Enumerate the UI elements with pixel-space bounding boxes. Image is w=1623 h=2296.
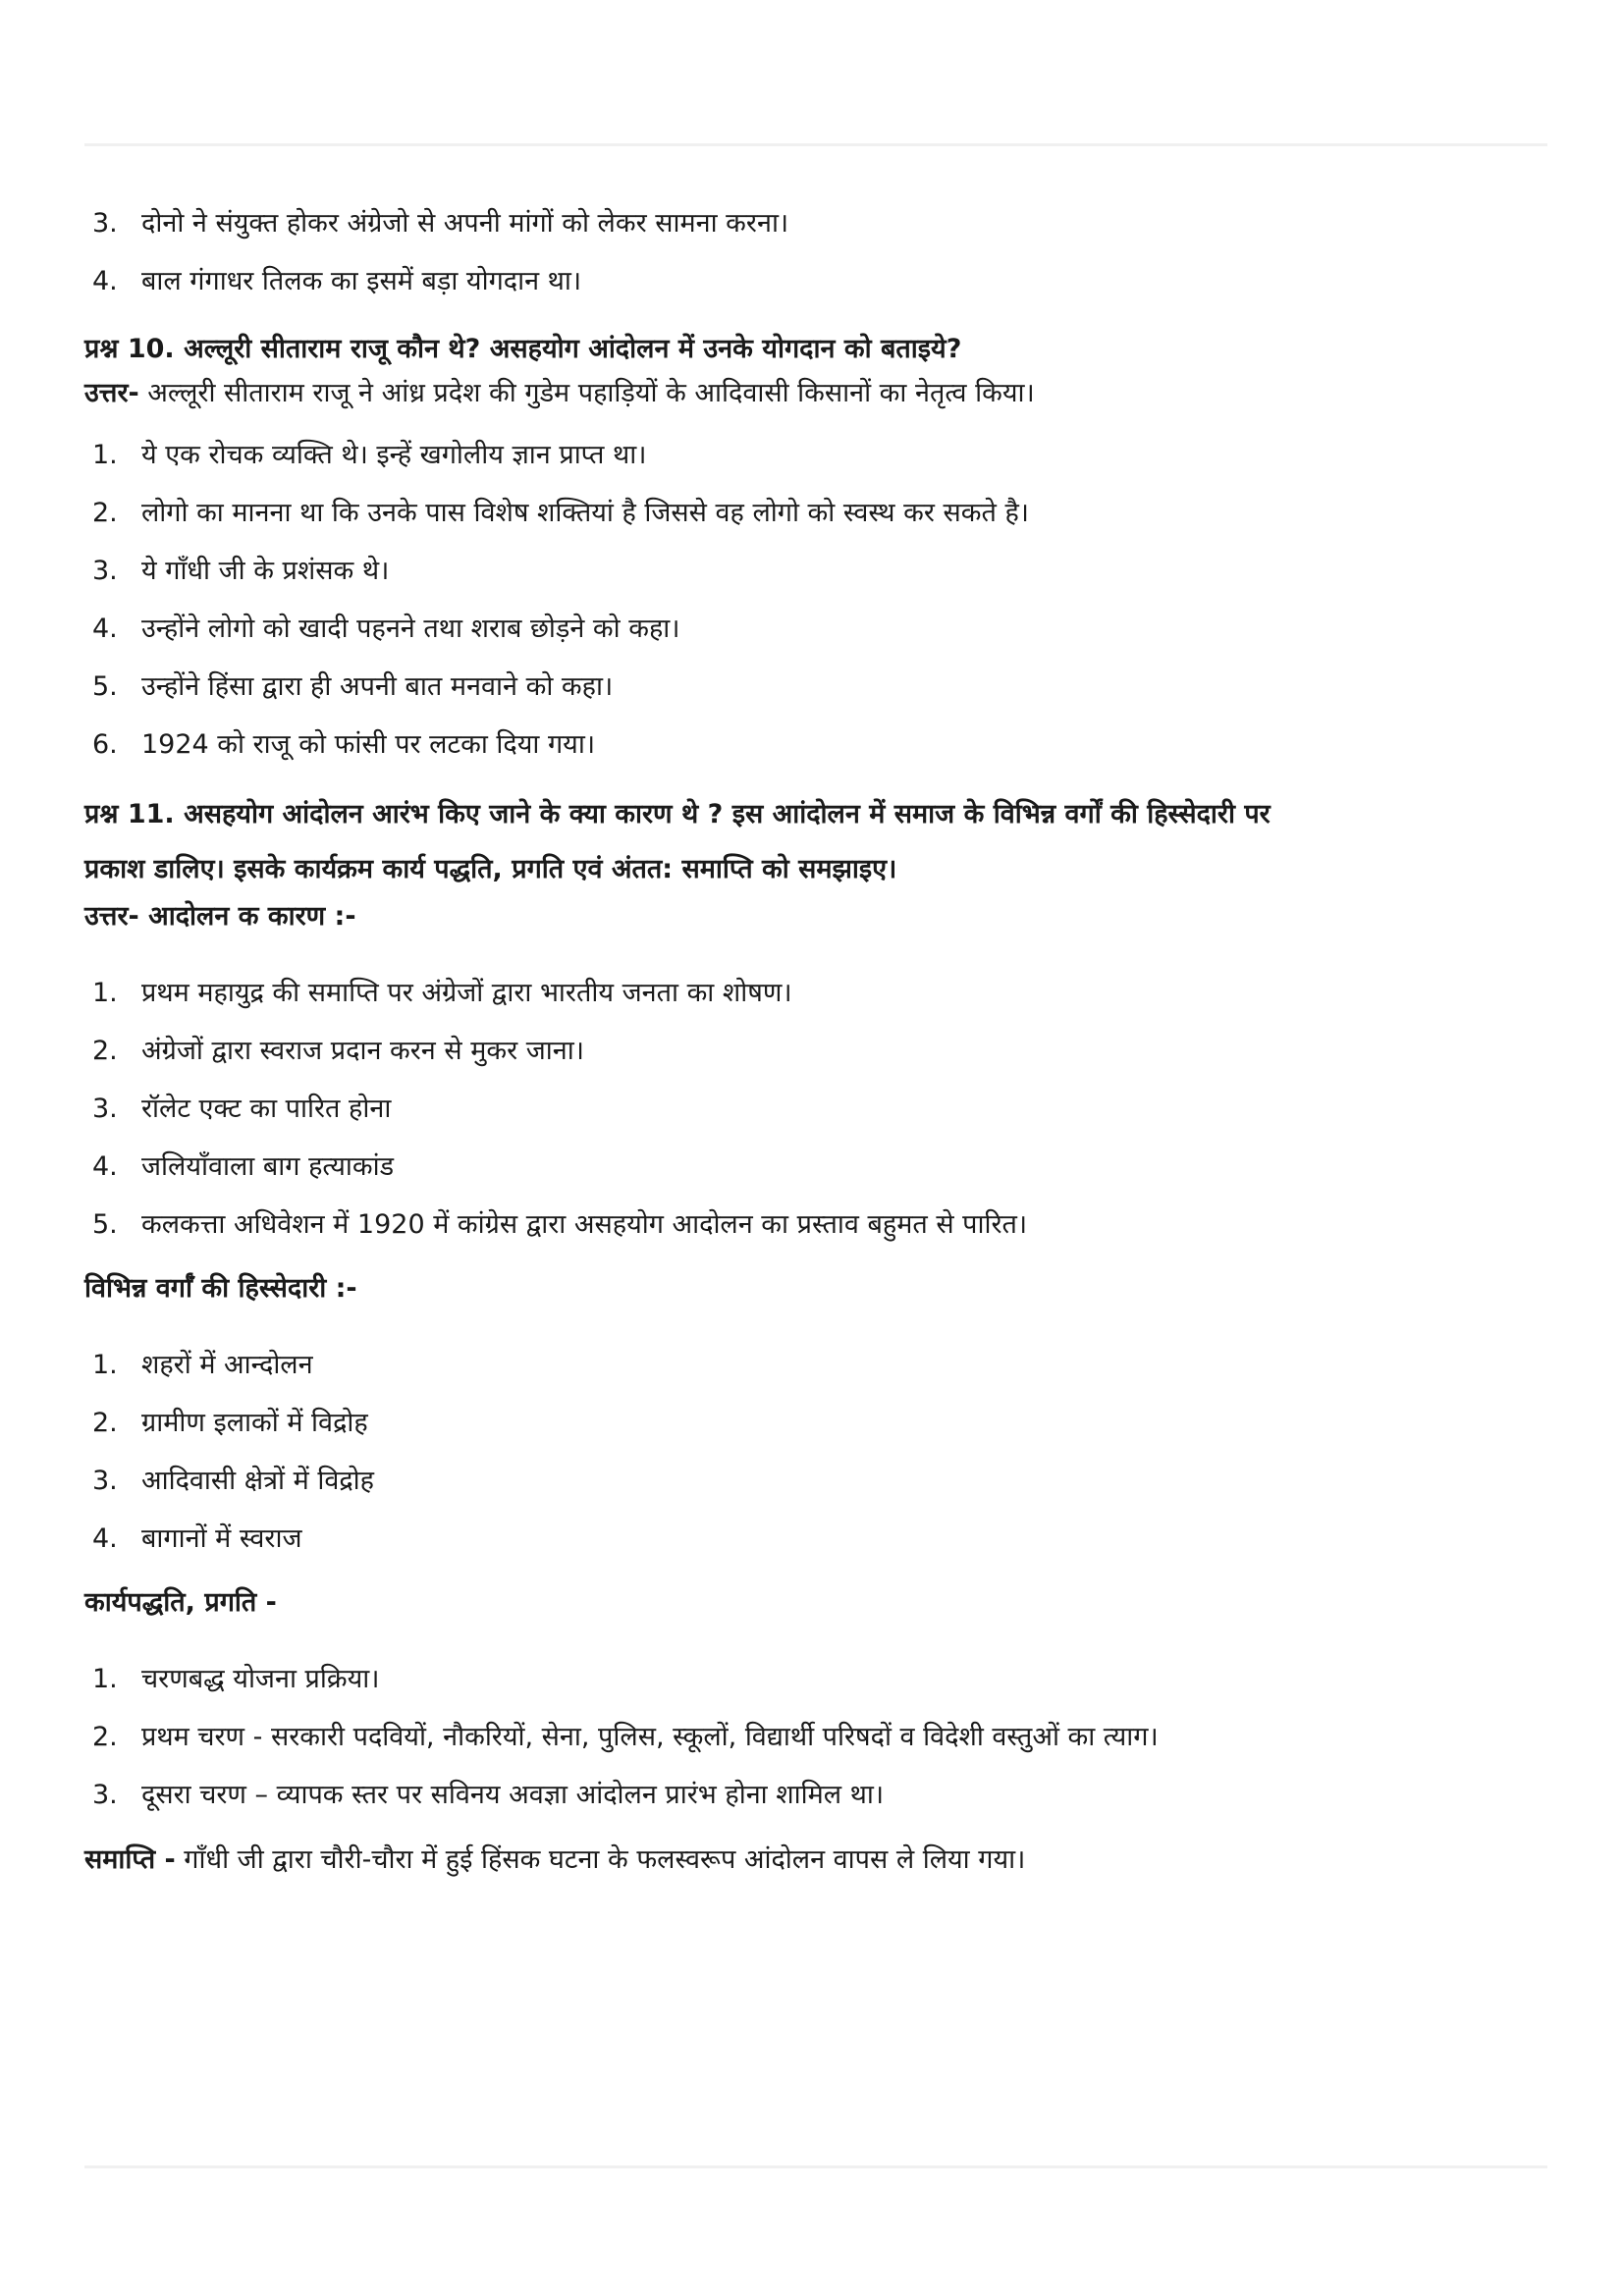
- list-item: [84, 1466, 1547, 1497]
- list-text: 1924 को राजू को फांसी पर लटका दिया गया।: [141, 729, 596, 760]
- list-number: 3.: [92, 1780, 118, 1810]
- list-number: 6.: [92, 729, 118, 760]
- answer-10: [84, 371, 1547, 416]
- list-number: 4.: [92, 614, 118, 644]
- list-item: [84, 498, 1547, 529]
- top-divider: [84, 143, 1547, 146]
- list-item: [84, 556, 1547, 587]
- list-number: 2.: [92, 498, 118, 528]
- list-text: जलियाँवाला बाग हत्याकांड: [141, 1151, 395, 1182]
- list-item: [84, 1780, 1547, 1811]
- list-item: [84, 1408, 1547, 1439]
- list-text: दूसरा चरण – व्यापक स्तर पर सविनय अवज्ञा आंदोलन प्रारंभ होना शामिल था।: [141, 1780, 885, 1810]
- conclusion-label: समाप्ति -: [84, 1844, 176, 1875]
- answer-11-heading: उत्तर- आदोलन क कारण :-: [84, 901, 356, 932]
- list-text: ये एक रोचक व्यक्ति थे। इन्हें खगोलीय ज्ञान प्राप्त था।: [141, 440, 647, 470]
- q11-causes: [84, 978, 1547, 1241]
- list-text: शहरों में आन्दोलन: [141, 1350, 313, 1380]
- list-item: [84, 1151, 1547, 1183]
- list-text: उन्होंने हिंसा द्वारा ही अपनी बात मनवाने को कहा।: [141, 671, 614, 702]
- list-item: [84, 1209, 1547, 1241]
- list-item: [84, 1664, 1547, 1695]
- conclusion-text: गाँधी जी द्वारा चौरी-चौरा में हुई हिंसक घटना के फलस्वरूप आंदोलन वापस ले लिया गया।: [175, 1844, 1026, 1875]
- list-item: [84, 729, 1547, 761]
- list-number: 1.: [92, 978, 118, 1008]
- list-number: 1.: [92, 1664, 118, 1694]
- question-10: प्रश्न 10. अल्लूरी सीताराम राजू कौन थे? असहयोग आंदोलन में उनके योगदान को बताइये?: [84, 334, 962, 364]
- participation-heading: विभिन्न वर्गाँ की हिस्सेदारी :-: [84, 1273, 357, 1304]
- list-number: 2.: [92, 1036, 118, 1066]
- question-11-line1: प्रश्न 11. असहयोग आंदोलन आरंभ किए जाने के क्या कारण थे ? इस आांदोलन में समाज के विभिन्न वर्गों की हिस्सेदारी पर: [84, 799, 1271, 829]
- list-number: 3.: [92, 1466, 118, 1496]
- list-item: [84, 208, 1547, 240]
- list-number: 2.: [92, 1408, 118, 1438]
- list-text: कलकत्ता अधिवेशन में 1920 में कांग्रेस द्वारा असहयोग आदोलन का प्रस्ताव बहुमत से पारित।: [141, 1209, 1028, 1240]
- list-item: [84, 671, 1547, 703]
- list-text: दोनो ने संयुक्त होकर अंग्रेजो से अपनी मांगों को लेकर सामना करना।: [141, 208, 789, 239]
- list-item: [84, 1722, 1547, 1753]
- list-item: [84, 440, 1547, 471]
- list-number: 3.: [92, 208, 118, 239]
- list-number: 4.: [92, 266, 118, 296]
- list-item: [84, 266, 1547, 297]
- list-number: 1.: [92, 440, 118, 470]
- conclusion: [84, 1838, 1547, 1883]
- q11-participation: [84, 1350, 1547, 1555]
- question-11-line2: प्रकाश डालिए। इसके कार्यक्रम कार्य पद्धति, प्रगति एवं अंतत: समाप्ति को समझाइए।: [84, 854, 897, 884]
- document-page: [84, 208, 1547, 1883]
- list-number: 5.: [92, 1209, 118, 1240]
- bottom-divider: [84, 2165, 1547, 2168]
- list-prev: [84, 208, 1547, 297]
- list-number: 1.: [92, 1350, 118, 1380]
- list-item: [84, 978, 1547, 1009]
- list-number: 4.: [92, 1523, 118, 1554]
- list-number: 4.: [92, 1151, 118, 1182]
- method-heading: कार्यपद्धति, प्रगति -: [84, 1587, 277, 1618]
- q11-method: [84, 1664, 1547, 1811]
- list-text: चरणबद्ध योजना प्रक्रिया।: [141, 1664, 380, 1694]
- list-item: [84, 614, 1547, 645]
- list-text: ये गाँधी जी के प्रशंसक थे।: [141, 556, 390, 586]
- list-item: [84, 1523, 1547, 1555]
- list-number: 3.: [92, 556, 118, 586]
- list-item: [84, 1036, 1547, 1067]
- list-text: ग्रामीण इलाकों में विद्रोह: [141, 1408, 368, 1438]
- list-text: बाल गंगाधर तिलक का इसमें बड़ा योगदान था।: [141, 266, 582, 296]
- list-number: 2.: [92, 1722, 118, 1752]
- list-text: प्रथम महायुद्र की समाप्ति पर अंग्रेजों द्वारा भारतीय जनता का शोषण।: [141, 978, 792, 1008]
- list-item: [84, 1094, 1547, 1125]
- list-number: 5.: [92, 671, 118, 702]
- list-text: बागानों में स्वराज: [141, 1523, 302, 1554]
- list-text: अंग्रेजों द्वारा स्वराज प्रदान करन से मुकर जाना।: [141, 1036, 584, 1066]
- list-text: आदिवासी क्षेत्रों में विद्रोह: [141, 1466, 374, 1496]
- list-text: प्रथम चरण - सरकारी पदवियों, नौकरियों, सेना, पुलिस, स्कूलों, विद्यार्थी परिषदों व विदेशी वस्तुओं का त्याग।: [141, 1722, 1159, 1752]
- answer-text: अल्लूरी सीताराम राजू ने आंध्र प्रदेश की गुडेम पहाड़ियों के आदिवासी किसानों का नेतृत्व किया।: [138, 378, 1035, 408]
- q10-points: [84, 440, 1547, 761]
- list-text: उन्होंने लोगो को खादी पहनने तथा शराब छोड़ने को कहा।: [141, 614, 680, 644]
- answer-label: उत्तर-: [84, 378, 139, 408]
- list-text: लोगो का मानना था कि उनके पास विशेष शक्तियां है जिससे वह लोगो को स्वस्थ कर सकते है।: [141, 498, 1030, 528]
- list-number: 3.: [92, 1094, 118, 1124]
- list-text: रॉलेट एक्ट का पारित होना: [141, 1094, 392, 1124]
- list-item: [84, 1350, 1547, 1381]
